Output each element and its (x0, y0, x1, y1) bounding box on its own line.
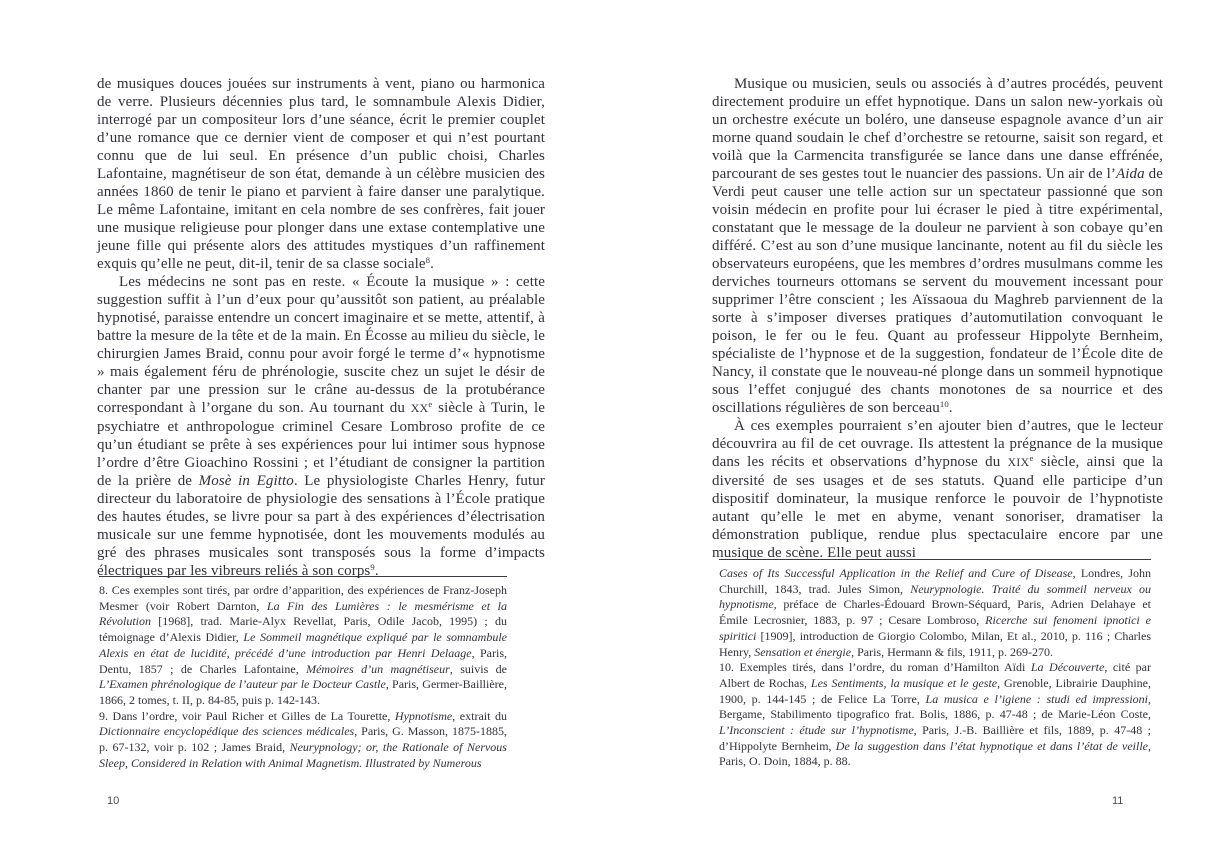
footnote-rule (719, 559, 1151, 560)
footnote: 9. Dans l’ordre, voir Paul Richer et Gilles de La Tourette, Hypnotisme, extrait du Dictionnaire encyclopédique des sciences médicales, Paris, G. Masson, 1875-1885, p. 67-132, voir p. 102 ; James Braid, Neurypnology; or, the Rationale of Nervous Sleep, Considered in Relation with Animal Magnetism. Illustrated by Numerous (99, 708, 508, 770)
body-paragraph: de musiques douces jouées sur instruments à vent, piano ou harmonica de verre. Plusieurs décennies plus tard, le somnambule Alexis Didier, interrogé par un compositeur lors d’une séance, écrit le premier couplet d’une romance que ce dernier vient de composer et qui n’est pourtant connu que de lui seul. En présence d’un public choisi, Charles Lafontaine, magnétiseur de son état, demande à un célèbre musicien des années 1860 de tenir le piano et parvient à faire danser une paralytique. Le même Lafontaine, imitant en cela nombre de ses confrères, fait jouer une musique religieuse pour plonger dans une extase contemplative une jeune fille qui présente alors des attitudes mystiques d’un raffinement exquis qu’elle ne peut, dit-il, tenir de sa classe sociale$^8$. (97, 76, 545, 272)
right-body-text (712, 75, 1163, 562)
body-paragraph: Musique ou musicien, seuls ou associés à d’autres procédés, peuvent directement produire un effet hypnotique. Dans un salon new-yorkais où un orchestre exécute un boléro, une danseuse espagnole avance d’un air morne quand soudain le chef d’orchestre se retourne, saisit son regard, et voilà que la Carmencita transfigurée se lance dans une danse effrénée, parcourant de ses gestes tout le nuancier des passions. Un air de l’Aida de Verdi peut causer une telle action sur un spectateur passionné que son voisin médecin en profite pour lui écraser le pied à titre expérimental, constatant que le message de la douleur ne parvient à son cobaye qu’en différé. C’est au son d’une musique lancinante, notent au fil du siècle les observateurs européens, que les membres d’ordres musulmans comme les derviches tourneurs ottomans se servent du mouvement incessant pour supprimer l’être conscient ; les Aïssaoua du Maghreb parviennent de la sorte à s’imposer diverses pratiques d’automutilation convoquant le poison, le fer ou le feu. Quant au professeur Hippolyte Bernheim, spécialiste de l’hypnose et de la suggestion, fondateur de l’École dite de Nancy, il constate que le nouveau-né plonge dans un sommeil hypnotique sous l’effet conjugué des chants monotones de sa nourrice et des oscillations régulières de son berceau$^{10}$. (712, 76, 1163, 416)
body-paragraph: Les médecins ne sont pas en reste. « Écoute la musique » : cette suggestion suffit à l’un d’eux pour qu’aussitôt son patient, au préalable hypnotisé, paraisse entendre un concert imaginaire et se mette, attentif, à battre la mesure de la tête et de la main. En Écosse au milieu du siècle, le chirurgien James Braid, connu pour avoir forgé le terme d’« hypnotisme » mais également féru de phrénologie, suscite chez un sujet le désir de chanter par une pression sur le crâne au-dessus de la protubérance correspondant à l’organe du son. Au tournant du XXe siècle à Turin, le psychiatre et anthropologue criminel Cesare Lombroso profite de ce qu’un étudiant se prête à ses expériences pour lui intimer sous hypnose l’ordre d’être Gioachino Rossini ; et l’étudiant de consigner la partition de la prière de Mosè in Egitto. Le physiologiste Charles Henry, futur directeur du laboratoire de physiologie des sensations à l’École pratique des hautes études, se livre pour sa part à des expériences d’électrisation musicale sur une femme hypnotisée, dont les mouvements modulés au gré des phrases musicales sont transposés sous la forme d’impacts électriques par les vibreurs reliés à son corps$^9$. (97, 274, 545, 579)
body-paragraph: À ces exemples pourraient s’en ajouter bien d’autres, que le lecteur découvrira au fil de cet ouvrage. Ils attestent la prégnance de la musique dans les récits et observations d’hypnose du XIXe siècle, ainsi que la diversité de ses usages et de ses statuts. Quand elle participe d’un dispositif dominateur, la musique renforce le pouvoir de l’hypnotiste autant qu’elle le met en abyme, venant sonoriser, dramatiser la démonstration publique, rendue plus spectaculaire encore par une musique de scène. Elle peut aussi (712, 418, 1163, 561)
left-footnotes (99, 576, 507, 771)
footnote-continuation: Cases of Its Successful Application in the Relief and Cure of Disease, Londres, John Churchill, 1843, trad. Jules Simon, Neurypnologie. Traité du sommeil nerveux ou hypnotisme, préface de Charles-Édouard Brown-Séquard, Paris, Adrien Delahaye et Émile Lecrosnier, 1883, p. 97 ; Cesare Lombroso, Ricerche sui fenomeni ipnotici e spiritici [1909], introduction de Giorgio Colombo, Milan, Et al., 2010, p. 116 ; Charles Henry, Sensation et énergie, Paris, Hermann & fils, 1911, p. 269-270. (719, 566, 1152, 659)
footnote-rule (99, 576, 507, 577)
footnote: 8. Ces exemples sont tirés, par ordre d’apparition, des expériences de Franz-Joseph Mesmer (voir Robert Darnton, La Fin des Lumières : le mesmérisme et la Révolution [1968], trad. Marie-Alyx Revellat, Paris, Odile Jacob, 1995) ; du témoignage d’Alexis Didier, Le Sommeil magnétique expliqué par le somnambule Alexis en état de lucidité, précédé d’une introduction par Henri Delaage, Paris, Dentu, 1857 ; de Charles Lafontaine, Mémoires d’un magnétiseur, suivis de L’Examen phrénologique de l’auteur par le Docteur Castle, Paris, Germer-Baillière, 1866, 2 tomes, t. II, p. 84-85, puis p. 142-143. (99, 583, 508, 707)
page-number-right: 11 (1112, 795, 1124, 807)
left-body-text (97, 75, 545, 580)
footnote: 10. Exemples tirés, dans l’ordre, du roman d’Hamilton Aïdi La Découverte, cité par Albert de Rochas, Les Sentiments, la musique et le geste, Grenoble, Librairie Dauphine, 1900, p. 144-145 ; de Felice La Torre, La musica e l’igiene : studi ed impressioni, Bergame, Stabilimento tipografico frat. Bolis, 1886, p. 47-48 ; de Marie-Léon Coste, L’Inconscient : étude sur l’hypnotisme, Paris, J.-B. Baillière et fils, 1889, p. 47-48 ; d’Hippolyte Bernheim, De la suggestion dans l’état hypnotique et dans l’état de veille, Paris, O. Doin, 1884, p. 88. (719, 660, 1152, 769)
right-footnotes (719, 559, 1151, 770)
page-number-left: 10 (107, 795, 120, 807)
